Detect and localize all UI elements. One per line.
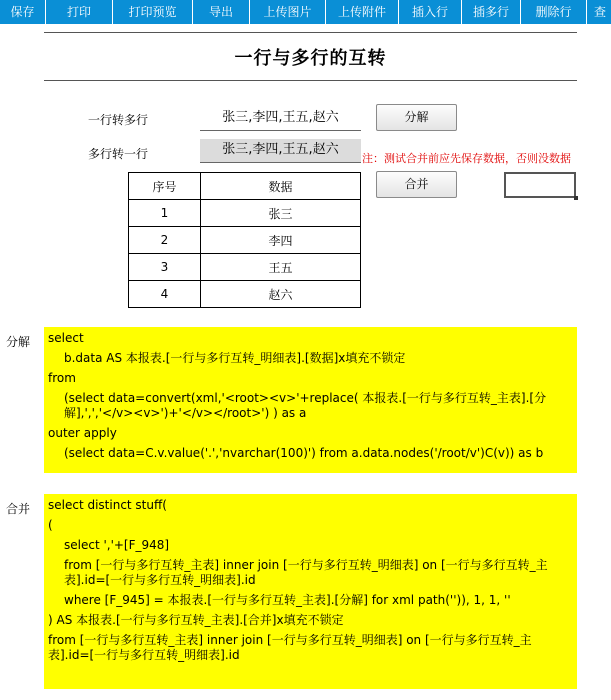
sql-line: select <box>48 331 84 345</box>
table-row <box>129 200 361 227</box>
sql-line: select distinct stuff( <box>48 498 167 512</box>
upload-attachment-button[interactable]: 上传附件 <box>326 0 399 24</box>
sql-line: ( <box>48 518 53 532</box>
split-sql-label: 分解 <box>6 335 31 349</box>
merge-button[interactable]: 合并 <box>376 171 457 198</box>
row-data[interactable]: 王五 <box>201 254 361 281</box>
row-index[interactable]: 4 <box>129 281 201 308</box>
query-button[interactable]: 查 <box>594 5 607 19</box>
export-button[interactable]: 导出 <box>193 0 250 24</box>
table-row <box>129 254 361 281</box>
sql-line: from [一行与多行互转_主表] inner join [一行与多行互转_明细表] on [一行与多行互转_主表].id=[一行与多行互转_明细表].id <box>64 558 548 587</box>
sql-line: where [F_945] = 本报表.[一行与多行互转_主表].[分解] for xml path('')), 1, 1, '' <box>64 593 511 607</box>
row-data[interactable]: 李四 <box>201 227 361 254</box>
title-divider-bottom <box>44 80 577 81</box>
sql-line: (select data=convert(xml,'<root><v>'+replace( 本报表.[一行与多行互转_主表].[分解],',','</v><v>')+'</v></root>') ) as a <box>64 391 547 420</box>
insert-row-button[interactable]: 插入行 <box>399 0 462 24</box>
sql-line: from [一行与多行互转_主表] inner join [一行与多行互转_明细表] on [一行与多行互转_主表].id=[一行与多行互转_明细表].id <box>48 633 532 662</box>
split-sql-block[interactable] <box>44 327 577 473</box>
merge-sql-block[interactable] <box>44 494 577 689</box>
column-header-index: 序号 <box>129 173 201 200</box>
split-button[interactable]: 分解 <box>376 104 457 131</box>
sql-line: ) AS 本报表.[一行与多行互转_主表].[合并]x填充不锁定 <box>48 613 344 627</box>
toolbar <box>0 0 611 24</box>
table-row <box>129 281 361 308</box>
split-label: 一行转多行 <box>88 113 149 127</box>
merge-label: 多行转一行 <box>88 147 149 161</box>
merge-sql-label: 合并 <box>6 502 31 516</box>
sql-line: b.data AS 本报表.[一行与多行互转_明细表].[数据]x填充不锁定 <box>64 351 406 365</box>
page-title: 一行与多行的互转 <box>234 48 387 69</box>
merge-input[interactable]: 张三,李四,王五,赵六 <box>200 139 361 163</box>
row-index[interactable]: 3 <box>129 254 201 281</box>
save-button[interactable]: 保存 <box>0 0 46 24</box>
print-preview-button[interactable]: 打印预览 <box>113 0 193 24</box>
sql-line: select ','+[F_948] <box>64 538 170 552</box>
title-divider-top <box>44 32 577 33</box>
split-input[interactable]: 张三,李四,王五,赵六 <box>200 107 361 131</box>
insert-rows-button[interactable]: 插多行 <box>462 0 521 24</box>
upload-image-button[interactable]: 上传图片 <box>250 0 326 24</box>
row-data[interactable]: 张三 <box>201 200 361 227</box>
sql-line: outer apply <box>48 426 117 440</box>
table-header-row <box>129 173 361 200</box>
row-index[interactable]: 1 <box>129 200 201 227</box>
print-button[interactable]: 打印 <box>46 0 113 24</box>
detail-table <box>128 172 361 308</box>
table-row <box>129 227 361 254</box>
row-index[interactable]: 2 <box>129 227 201 254</box>
selected-cell[interactable] <box>504 172 576 198</box>
sql-line: (select data=C.v.value('.','nvarchar(100)') from a.data.nodes('/root/v')C(v)) as b <box>64 446 544 460</box>
delete-row-button[interactable]: 删除行 <box>521 0 587 24</box>
sql-line: from <box>48 371 76 385</box>
row-data[interactable]: 赵六 <box>201 281 361 308</box>
column-header-data: 数据 <box>201 173 361 200</box>
merge-note: 注：测试合并前应先保存数据，否则没数据 <box>362 152 571 165</box>
